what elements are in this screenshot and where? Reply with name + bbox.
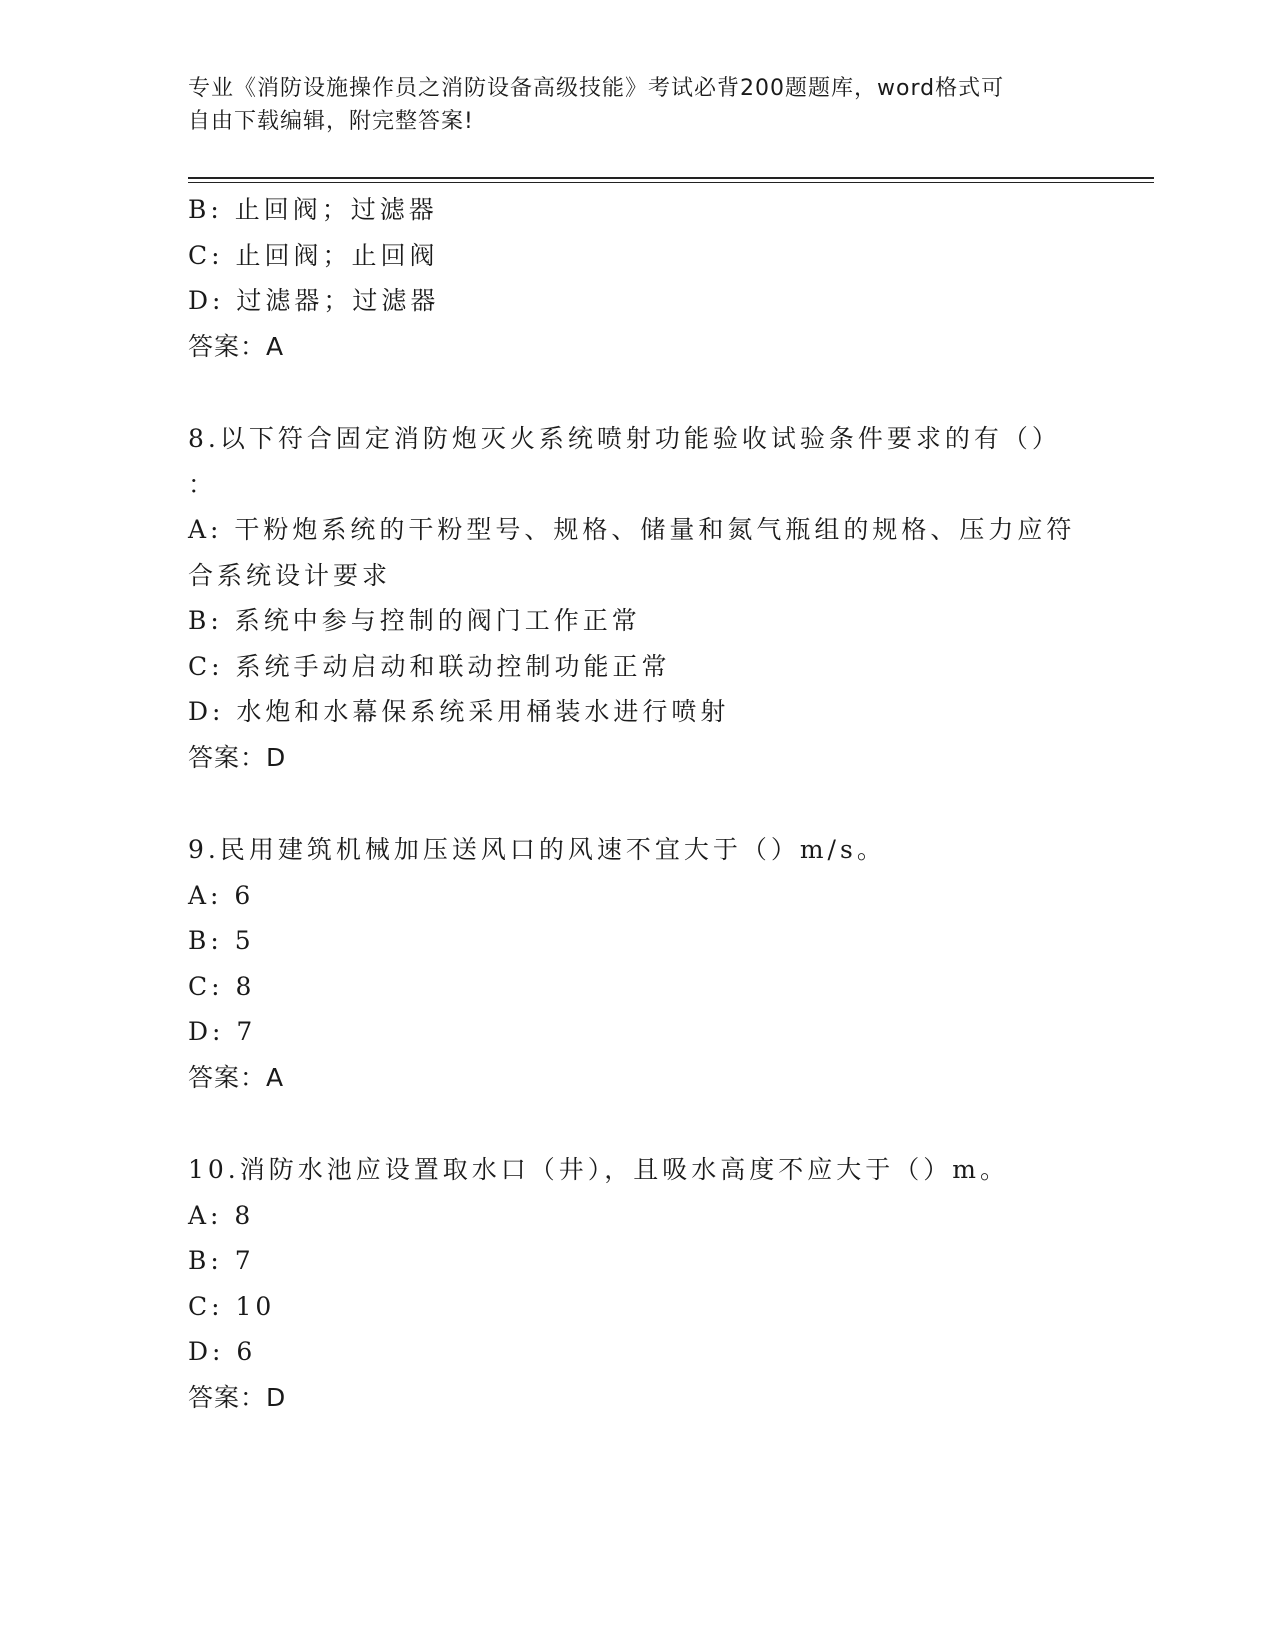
option-a: A: 干粉炮系统的干粉型号、规格、储量和氮气瓶组的规格、压力应符 <box>188 515 1076 544</box>
option-b: B: 止回阀；过滤器 <box>188 195 438 224</box>
document-header <box>188 72 1068 138</box>
option-d: D: 7 <box>188 1017 257 1046</box>
answer: 答案：A <box>188 1062 285 1092</box>
option-c: C: 系统手动启动和联动控制功能正常 <box>188 651 671 681</box>
question-7-tail <box>188 187 1088 369</box>
question-9 <box>188 827 1088 1100</box>
spacer <box>188 780 1088 827</box>
answer: 答案：D <box>188 742 287 772</box>
header-line-1: 专业《消防设施操作员之消防设备高级技能》考试必背200题题库，word格式可 <box>188 76 1005 101</box>
answer: 答案：A <box>188 331 285 361</box>
option-c: C: 止回阀；止回阀 <box>188 240 439 270</box>
question-stem: 9.民用建筑机械加压送风口的风速不宜大于（）m/s。 <box>188 835 886 864</box>
question-list <box>188 187 1088 1420</box>
option-b: B: 5 <box>188 926 255 955</box>
option-d: D: 水炮和水幕保系统采用桶装水进行喷射 <box>188 697 730 726</box>
question-stem-cont: ： <box>188 469 218 499</box>
header-rule-thick <box>188 177 1154 179</box>
header-line-2: 自由下载编辑，附完整答案! <box>188 109 474 134</box>
answer: 答案：D <box>188 1382 287 1412</box>
question-stem: 8.以下符合固定消防炮灭火系统喷射功能验收试验条件要求的有（） <box>188 424 1061 453</box>
option-d: D: 过滤器；过滤器 <box>188 286 440 315</box>
question-8 <box>188 416 1088 780</box>
question-stem: 10.消防水池应设置取水口（井），且吸水高度不应大于（）m。 <box>188 1155 1009 1184</box>
spacer <box>188 369 1088 416</box>
header-rule-thin <box>188 182 1154 183</box>
option-c: C: 8 <box>188 971 256 1001</box>
question-10 <box>188 1147 1088 1420</box>
option-c: C: 10 <box>188 1291 276 1321</box>
option-a: A: 8 <box>188 1200 255 1230</box>
option-b: B: 7 <box>188 1246 255 1275</box>
option-a: A: 6 <box>188 880 255 910</box>
option-d: D: 6 <box>188 1337 257 1366</box>
option-b: B: 系统中参与控制的阀门工作正常 <box>188 606 641 635</box>
spacer <box>188 1100 1088 1147</box>
option-a-cont: 合系统设计要求 <box>188 560 392 590</box>
